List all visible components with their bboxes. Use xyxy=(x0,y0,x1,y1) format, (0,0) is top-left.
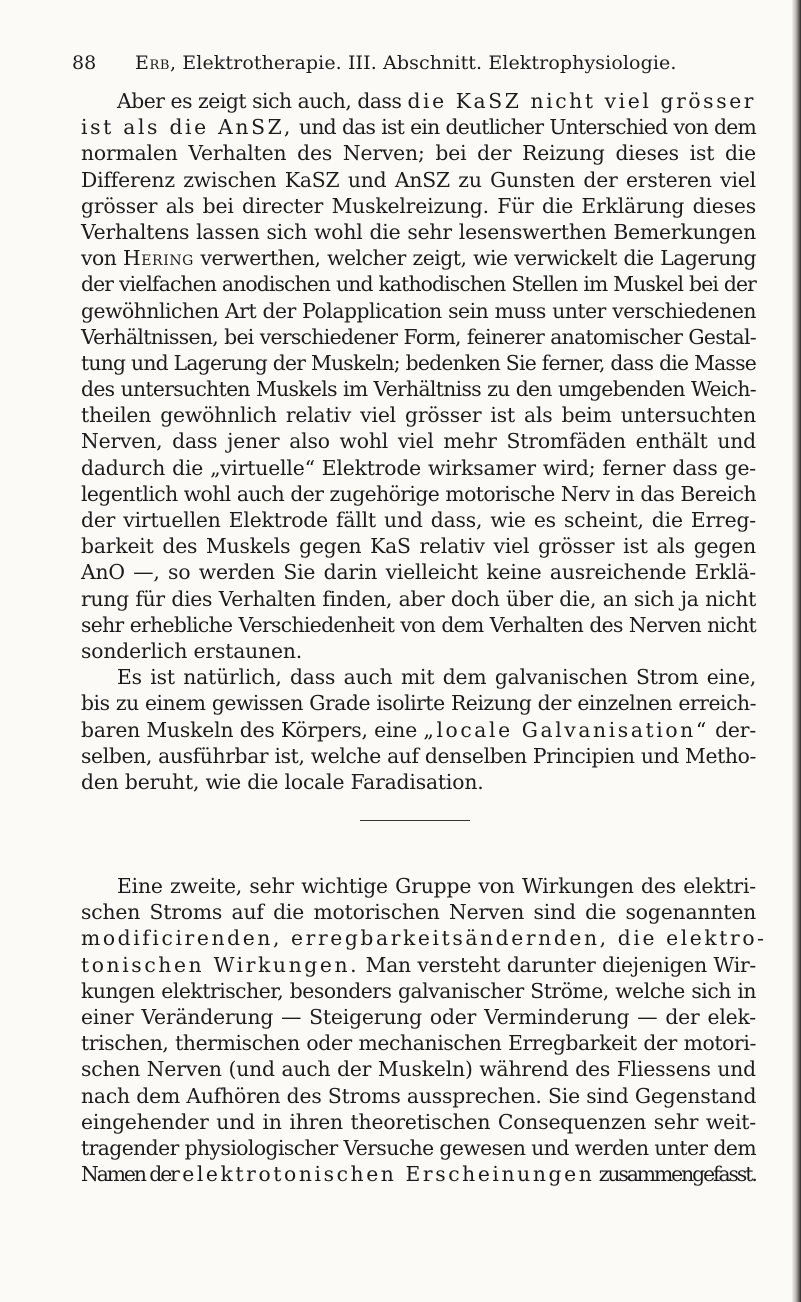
text-line xyxy=(81,350,756,376)
text-line xyxy=(81,140,756,166)
text-run: des untersuchten Muskels im Verhältniss zu den umgebenden Weich- xyxy=(81,377,756,402)
text-line xyxy=(81,507,756,533)
text-run: verwerthen, welcher zeigt, wie verwickelt die Lagerung xyxy=(193,246,756,271)
text-line xyxy=(81,481,756,507)
text-run: eingehender und in ihren theoretischen Consequenzen sehr weit- xyxy=(81,1109,756,1134)
text-line xyxy=(81,952,756,978)
text-run: theilen gewöhnlich relativ viel grösser ist als beim untersuchten xyxy=(81,403,756,428)
body-text-block-2 xyxy=(81,873,767,1187)
text-run: Nerven, dass jener also wohl viel mehr Stromfäden enthält und xyxy=(81,429,756,454)
text-run: tragender physiologischer Versuche gewesen und werden unter dem xyxy=(81,1135,757,1160)
text-line xyxy=(81,114,756,140)
text-run: kungen elektrischer, besonders galvanischer Ströme, welche sich in xyxy=(81,978,756,1003)
text-line xyxy=(81,298,756,324)
text-run: zusammengefasst. xyxy=(594,1162,756,1187)
text-line xyxy=(81,638,756,664)
text-run: und das ist ein deutlicher Unterschied von dem xyxy=(292,115,756,140)
text-line xyxy=(81,717,756,743)
text-line xyxy=(81,743,756,769)
text-run: von xyxy=(81,246,123,271)
text-run: den beruht, wie die locale Faradisation. xyxy=(81,769,484,794)
section-title: Elektrotherapie. III. Abschnitt. Elektrophysiologie. xyxy=(182,52,677,74)
text-run: Eine zweite, sehr wichtige Gruppe von Wirkungen des elektri- xyxy=(117,874,756,898)
text-line xyxy=(81,88,756,114)
text-run: baren Muskeln des Körpers, eine xyxy=(81,717,424,742)
spaced-emphasis: die KaSZ nicht viel grösser xyxy=(407,89,757,113)
text-line xyxy=(81,402,756,428)
text-line xyxy=(81,376,756,402)
text-run: Namen der xyxy=(81,1162,183,1187)
text-run: Es ist natürlich, dass auch mit dem galvanischen Strom eine, xyxy=(117,665,756,690)
text-line xyxy=(81,559,756,585)
text-run: der vielfachen anodischen und kathodischen Stellen im Muskel bei der xyxy=(81,272,756,297)
text-run: nach dem Aufhören des Stroms aussprechen. Sie sind Gegenstand xyxy=(81,1083,757,1108)
text-run: AnO —, so werden Sie darin vielleicht keine ausreichende Erklä- xyxy=(81,560,756,585)
text-line xyxy=(81,1083,756,1109)
text-run: der virtuellen Elektrode fällt und dass, wie es scheint, die Erreg- xyxy=(81,508,756,532)
text-run: rung für dies Verhalten finden, aber doch über die, an sich ja nicht xyxy=(81,586,756,611)
text-run: gewöhnlichen Art der Polapplication sein muss unter verschiedenen xyxy=(81,298,756,323)
spaced-emphasis: modificirenden, erregbarkeitsändernden, die elektro- xyxy=(81,926,767,951)
text-line xyxy=(81,873,756,899)
author-name: Erb xyxy=(135,52,171,74)
text-line xyxy=(81,1135,756,1161)
running-header xyxy=(72,48,748,78)
text-run: Aber es zeigt sich auch, dass xyxy=(117,89,408,113)
text-line xyxy=(81,664,756,690)
text-run: schen Nerven (und auch der Muskeln) während des Fliessens und xyxy=(81,1057,756,1082)
text-run: bis zu einem gewissen Grade isolirte Reizung der einzelnen erreich- xyxy=(81,691,756,716)
text-line xyxy=(81,324,756,350)
text-line xyxy=(81,245,756,271)
text-run: Differenz zwischen KaSZ und AnSZ zu Gunsten der ersteren viel xyxy=(81,167,756,192)
text-run: Verhältnissen, bei verschiedener Form, feinerer anatomischer Gestal- xyxy=(81,324,756,349)
text-line xyxy=(81,167,756,193)
text-run: grösser als bei directer Muskelreizung. Für die Erklärung dieses xyxy=(81,193,756,218)
text-run: barkeit des Muskels gegen KaS relativ viel grösser ist als gegen xyxy=(81,534,756,559)
text-line xyxy=(81,428,756,454)
small-caps-name: Hering xyxy=(122,246,194,271)
page-number: 88 xyxy=(72,52,97,74)
text-run: sehr erhebliche Verschiedenheit von dem Verhalten des Nerven nicht xyxy=(81,612,756,637)
text-run: schen Stroms auf die motorischen Nerven sind die sogenannten xyxy=(81,900,756,925)
text-line xyxy=(81,586,756,612)
text-line xyxy=(81,925,767,951)
text-line xyxy=(81,455,756,481)
text-line xyxy=(81,978,756,1004)
text-line xyxy=(81,1161,756,1187)
body-text-block-1 xyxy=(81,88,756,795)
text-run: legentlich wohl auch der zugehörige motorische Nerv in das Bereich xyxy=(81,481,756,506)
text-run: der- xyxy=(708,717,757,742)
text-line xyxy=(81,769,756,795)
spaced-emphasis: ist als die AnSZ, xyxy=(81,115,293,140)
page-edge-shadow xyxy=(792,0,801,1302)
text-line xyxy=(81,1109,756,1135)
text-run: normalen Verhalten des Nerven; bei der Reizung dieses ist die xyxy=(81,141,756,166)
text-line xyxy=(81,1030,756,1056)
text-line xyxy=(81,1056,756,1082)
text-line xyxy=(81,219,756,245)
text-run: trischen, thermischen oder mechanischen Erregbarkeit der motori- xyxy=(81,1031,756,1056)
text-run: selben, ausführbar ist, welche auf denselben Principien und Metho- xyxy=(81,743,756,768)
text-line xyxy=(81,1004,756,1030)
spaced-emphasis: elektrotonischen Erscheinungen xyxy=(182,1162,595,1187)
spaced-emphasis: „locale Galvanisation“ xyxy=(423,717,709,742)
text-run: Man versteht darunter diejenigen Wir- xyxy=(359,952,756,977)
text-run: Verhaltens lassen sich wohl die sehr lesenswerthen Bemerkungen xyxy=(81,219,756,244)
running-title: Erb, Elektrotherapie. III. Abschnitt. Elektrophysiologie. xyxy=(135,52,677,74)
text-line xyxy=(81,193,756,219)
text-run: dadurch die „virtuelle“ Elektrode wirksamer wird; ferner dass ge- xyxy=(81,455,756,480)
text-line xyxy=(81,899,756,925)
text-line xyxy=(81,690,756,716)
text-line xyxy=(81,271,756,297)
text-run: einer Veränderung — Steigerung oder Verminderung — der elek- xyxy=(81,1004,756,1029)
text-line xyxy=(81,612,756,638)
text-line xyxy=(81,533,756,559)
spaced-emphasis: tonischen Wirkungen. xyxy=(81,952,360,977)
section-divider xyxy=(360,820,470,821)
text-run: tung und Lagerung der Muskeln; bedenken Sie ferner, dass die Masse xyxy=(81,350,756,375)
text-run: sonderlich erstaunen. xyxy=(81,638,303,663)
